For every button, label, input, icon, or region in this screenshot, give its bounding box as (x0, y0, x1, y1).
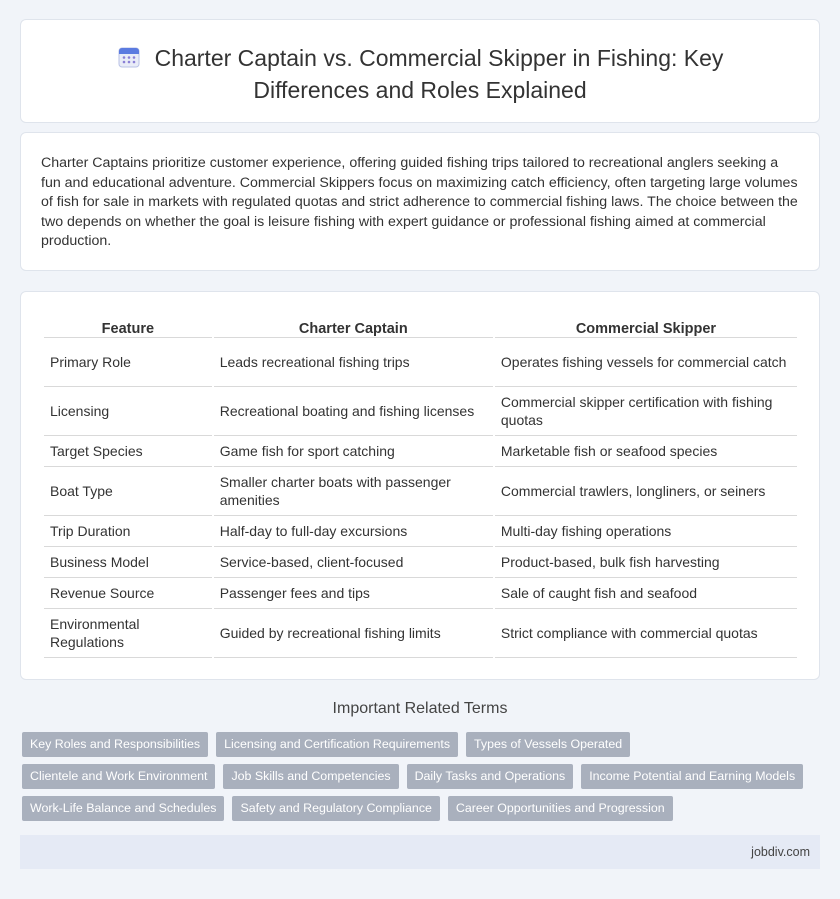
table-cell: Business Model (44, 547, 212, 578)
tag-key-roles[interactable]: Key Roles and Responsibilities (22, 732, 208, 757)
table-cell: Environmental Regulations (44, 609, 212, 658)
table-row (44, 467, 797, 516)
table-cell: Revenue Source (44, 578, 212, 609)
table-row (44, 436, 797, 467)
tag-clientele[interactable]: Clientele and Work Environment (22, 764, 215, 789)
tag-vessel-types[interactable]: Types of Vessels Operated (466, 732, 630, 757)
tag-daily-tasks[interactable]: Daily Tasks and Operations (407, 764, 574, 789)
table-cell: Sale of caught fish and seafood (495, 578, 797, 609)
table-cell: Multi-day fishing operations (495, 516, 797, 547)
table-cell: Passenger fees and tips (214, 578, 493, 609)
table-cell: Strict compliance with commercial quotas (495, 609, 797, 658)
table-cell: Guided by recreational fishing limits (214, 609, 493, 658)
table-header-row (44, 314, 797, 338)
comparison-card (20, 291, 820, 680)
calendar-icon (117, 45, 141, 76)
table-cell: Trip Duration (44, 516, 212, 547)
table-row (44, 516, 797, 547)
table-cell: Half-day to full-day excursions (214, 516, 493, 547)
table-cell: Commercial trawlers, longliners, or seiners (495, 467, 797, 516)
table-cell: Licensing (44, 387, 212, 436)
table-cell: Product-based, bulk fish harvesting (495, 547, 797, 578)
table-cell: Target Species (44, 436, 212, 467)
intro-paragraph: Charter Captains prioritize customer experience, offering guided fishing trips tailored to recreational anglers seeking a fun and educational adventure. Commercial Skippers focus on maximizing catch efficiency, often targeting large volumes of fish for sale in markets with regulated quotas and strict adherence to commercial fishing laws. The choice between the two depends on whether the goal is leisure fishing with expert guidance or professional fishing aimed at commercial production. (41, 155, 798, 250)
table-cell: Game fish for sport catching (214, 436, 493, 467)
table-cell: Operates fishing vessels for commercial catch (495, 338, 797, 387)
tag-career[interactable]: Career Opportunities and Progression (448, 796, 673, 821)
table-row (44, 338, 797, 387)
tag-work-life[interactable]: Work-Life Balance and Schedules (22, 796, 224, 821)
table-row (44, 578, 797, 609)
header-card (20, 19, 820, 123)
table-cell: Marketable fish or seafood species (495, 436, 797, 467)
header-charter-captain: Charter Captain (214, 314, 493, 338)
tag-income[interactable]: Income Potential and Earning Models (581, 764, 803, 789)
related-terms-title: Important Related Terms (332, 700, 508, 717)
table-cell: Commercial skipper certification with fishing quotas (495, 387, 797, 436)
related-terms-tags (22, 732, 812, 828)
table-row (44, 387, 797, 436)
table-cell: Service-based, client-focused (214, 547, 493, 578)
table-row (44, 547, 797, 578)
tag-safety[interactable]: Safety and Regulatory Compliance (232, 796, 439, 821)
table-cell: Boat Type (44, 467, 212, 516)
table-cell: Smaller charter boats with passenger amenities (214, 467, 493, 516)
footer-site-link[interactable]: jobdiv.com (751, 845, 810, 859)
page-title-wrap (21, 44, 819, 105)
header-commercial-skipper: Commercial Skipper (495, 314, 797, 338)
header-feature: Feature (44, 314, 212, 338)
comparison-table (42, 314, 799, 658)
tag-licensing[interactable]: Licensing and Certification Requirements (216, 732, 458, 757)
page-title: Charter Captain vs. Commercial Skipper in Fishing: Key Differences and Roles Explained (154, 45, 724, 103)
table-cell: Recreational boating and fishing licenses (214, 387, 493, 436)
table-cell: Primary Role (44, 338, 212, 387)
table-cell: Leads recreational fishing trips (214, 338, 493, 387)
tag-job-skills[interactable]: Job Skills and Competencies (223, 764, 398, 789)
intro-card (20, 132, 820, 271)
footer (20, 835, 820, 869)
table-row (44, 609, 797, 658)
